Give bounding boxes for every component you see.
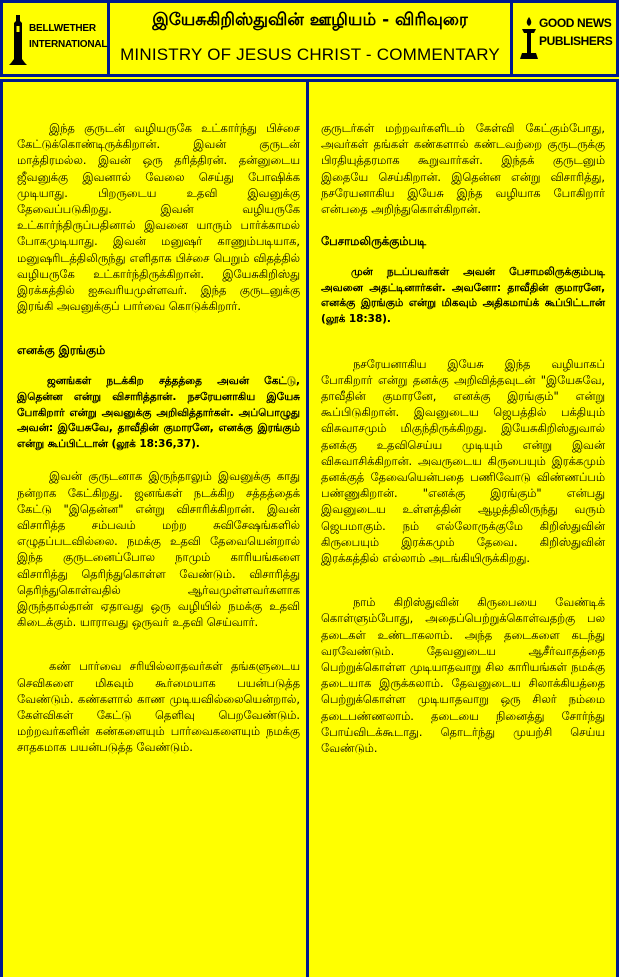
page-title-tamil: இயேசுகிறிஸ்துவின் ஊழியம் - விரிவுரை — [152, 10, 468, 30]
right-column — [321, 120, 605, 756]
bellwether-logo-line1: BELLWETHER — [29, 23, 96, 34]
right-heading-1: பேசாமலிருக்கும்படி — [321, 234, 427, 249]
left-column — [17, 120, 300, 756]
left-paragraph-2: இவன் குருடனாக இருந்தாலும் இவனுக்கு காது நன்றாக கேட்கிறது. ஜனங்கள் நடக்கிற சத்தத்தைக் கேட்டு "இதென்ன" என்று விசாரிக்கிறான். இவன் விசாரித்த சம்பவம் மற்ற சுவிசேஷங்களில் எழுதப்படவில்லை. நமக்கு உதவி தேவையென்றால் இந்த குருடனைப்போல நாமும் காரியங்களை விசாரித்து தெரிந்துகொள்ள வேண்டும். விசாரித்து தெரிந்துகொள்வதில் ஆர்வமுள்ளவர்களாக இருந்தால்தான் ஏதாவது ஒரு வழியில் நமக்கு உதவி கிடைக்கும். யாராவது ஒருவர் உதவி செய்வார். — [17, 469, 300, 630]
right-paragraph-3: நாம் கிறிஸ்துவின் கிருபையை வேண்டிக் கொள்ளும்போது, அதைப்பெற்றுக்கொள்வதற்கு பல தடைகள் உண்டாகலாம். அந்த தடைகளை கடந்து வரவேண்டும். தேவனுடைய ஆசீர்வாதத்தை பெற்றுக்கொள்ள முடியாதவாறு சில காரியங்கள் நமக்கு தடையாக இருக்கலாம். தேவனுடைய சிலாக்கியத்தை பெற்றுக்கொள்ள முடியாதவாறு ஒரு சிலர் நம்மை தடைபண்ணலாம். தடையை நினைத்து சோர்ந்து போய்விடக்கூடாது. தொடர்ந்து முயற்சி செய்ய வேண்டும். — [321, 595, 605, 756]
page-title-english: MINISTRY OF JESUS CHRIST - COMMENTARY — [120, 45, 500, 64]
lamp-icon — [519, 15, 539, 61]
column-divider — [306, 79, 309, 977]
left-paragraph-1: இந்த குருடன் வழியருகே உட்கார்ந்து பிச்சை கேட்டுக்கொண்டிருக்கிறான். இவன் குருடன் மாத்திரமல்ல. இவன் ஒரு தரித்திரன். தன்னுடைய ஜீவனுக்கு இவனால் வேலை செய்து போஷிக்க முடியாது. பிறருடைய உதவி இவனுக்கு தேவைப்படுகிறது. இவன் வழியருகே உட்கார்ந்திருப்பதினால் இவனை யாரும் பார்க்காமல் போகமுடியாது. இவன் மனுஷர் காணும்படியாக, மனுஷரிடத்திலிருந்து எளிதாக பிச்சை பெறும் விதத்தில் வழியருகே உட்கார்ந்திருக்கிறான். இயேசுகிறிஸ்து இரக்கத்தில் ஐசுவரியமுள்ளவர். இந்த குருடனுக்கு இரங்கி அவனுக்குப் பார்வை கொடுக்கிறார். — [17, 121, 300, 314]
left-paragraph-3: கண் பார்வை சரியில்லாதவர்கள் தங்களுடைய செவிகளை மிகவும் கூர்மையாக பயன்படுத்த வேண்டும். கண்களால் காண முடியவில்லையென்றால், கேள்விகள் கேட்டு தெளிவு பெறவேண்டும். மற்றவர்களின் கண்களையும் பார்வைகளையும் நமக்கு சாதகமாக பயன்படுத்த வேண்டும். — [17, 659, 300, 755]
right-paragraph-1: குருடர்கள் மற்றவர்களிடம் கேள்வி கேட்கும்போது, அவர்கள் தங்கள் கண்களால் கண்டவற்றை குருடருக்கு பிரதியுத்தரமாக கூறுவார்கள். இந்தக் குருடனும் இதையே செய்கிறான். இதென்ன என்று விசாரித்து, நசரேயனாகிய இயேசு இந்த வழியாக போகிறார் என்பதை அறிந்துகொள்கிறான். — [321, 121, 605, 217]
good-news-logo — [513, 3, 616, 74]
right-paragraph-2: நசரேயனாகிய இயேசு இந்த வழியாகப் போகிறார் என்று தனக்கு அறிவித்தவுடன் "இயேசுவே, தாவீதின் குமாரனே, எனக்கு இரங்கும்" என்று கூப்பிடுகிறான். இவனுடைய ஜெபத்தில் பக்தியும் விசுவாசமும் மிகுந்திருக்கிறது. இயேசுகிறிஸ்துவால் தனக்கு உதவிசெய்ய முடியும் என்று இவன் விசுவாசிக்கிறான். அவருடைய கிருபையும் இரக்கமும் தனக்குத் தேவையென்பதை பணிவோடு விண்ணப்பம் பண்ணுகிறான். "எனக்கு இரங்கும்" என்பது இவனுடைய உள்ளத்தின் ஆழத்திலிருந்து வரும் ஜெபமாகும். நம் எல்லோருக்குமே கிறிஸ்துவின் கிருபையும் இரக்கமும் தேவை. கிறிஸ்துவின் இரக்கத்தில் எல்லாம் அடங்கியிருக்கிறது. — [321, 356, 605, 566]
header-banner — [0, 0, 619, 77]
left-verse-1: ஜனங்கள் நடக்கிற சத்தத்தை அவன் கேட்டு, இதென்ன என்று விசாரித்தான். நசரேயனாகிய இயேசு போகிறார் என்று அவனுக்கு அறிவித்தார்கள். அப்பொழுது அவன்: இயேசுவே, தாவீதின் குமாரனே, எனக்கு இரங்கும் என்று கூப்பிட்டான் (லூக் 18:36,37). — [17, 375, 300, 450]
header-title-block — [110, 3, 513, 74]
right-verse-1: முன் நடப்பவர்கள் அவன் பேசாமலிருக்கும்படி அவனை அதட்டினார்கள். அவனோ: தாவீதின் குமாரனே, எனக்கு இரங்கும் என்று மிகவும் அதிகமாய்க் கூப்பிட்டான் (லூக் 18:38). — [321, 266, 605, 325]
good-news-logo-line1: GOOD NEWS — [539, 16, 612, 30]
bellwether-logo-line2: INTERNATIONAL — [29, 39, 108, 50]
good-news-logo-line2: PUBLISHERS — [539, 34, 613, 48]
bellwether-logo — [3, 3, 110, 74]
left-heading-1: எனக்கு இரங்கும் — [17, 343, 106, 358]
bell-tower-icon — [9, 13, 27, 65]
